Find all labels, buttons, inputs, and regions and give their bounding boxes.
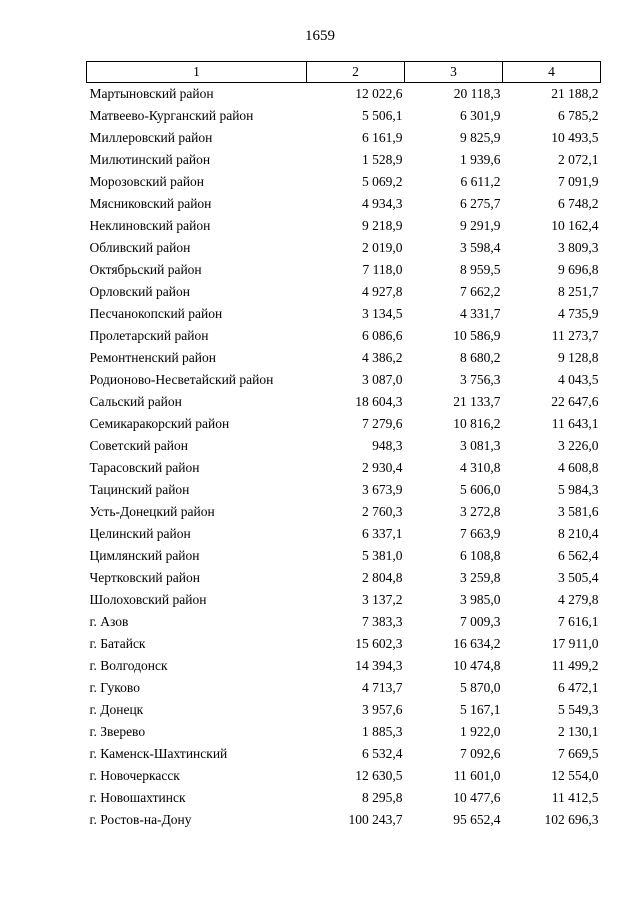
table-row bbox=[87, 655, 601, 677]
table-row bbox=[87, 457, 601, 479]
table-row bbox=[87, 347, 601, 369]
territory-name-cell: Морозовский район bbox=[89, 174, 205, 189]
table-row bbox=[87, 435, 601, 457]
value-cell-col-4: 3 809,3 bbox=[558, 240, 599, 255]
value-cell-col-3: 6 108,8 bbox=[460, 548, 501, 563]
territory-name-cell: г. Гуково bbox=[89, 680, 140, 695]
table-row bbox=[87, 281, 601, 303]
territory-name-cell: г. Волгодонск bbox=[89, 658, 168, 673]
territory-name-cell: Орловский район bbox=[89, 284, 190, 299]
value-cell-col-2: 14 394,3 bbox=[355, 658, 403, 673]
data-table bbox=[86, 61, 601, 831]
value-cell-col-4: 4 735,9 bbox=[558, 306, 599, 321]
table-row bbox=[87, 391, 601, 413]
value-cell-col-4: 17 911,0 bbox=[551, 636, 599, 651]
column-header-3: 3 bbox=[405, 62, 503, 83]
territory-name-cell: г. Зверево bbox=[89, 724, 146, 739]
value-cell-col-3: 1 922,0 bbox=[460, 724, 501, 739]
value-cell-col-3: 3 272,8 bbox=[460, 504, 501, 519]
table-row bbox=[87, 127, 601, 149]
table-row bbox=[87, 743, 601, 765]
table-row bbox=[87, 237, 601, 259]
value-cell-col-2: 9 218,9 bbox=[362, 218, 403, 233]
value-cell-col-2: 100 243,7 bbox=[348, 812, 403, 827]
territory-name-cell: Матвеево-Курганский район bbox=[89, 108, 254, 123]
value-cell-col-3: 95 652,4 bbox=[453, 812, 501, 827]
value-cell-col-4: 2 130,1 bbox=[558, 724, 599, 739]
value-cell-col-2: 8 295,8 bbox=[362, 790, 403, 805]
value-cell-col-2: 1 885,3 bbox=[362, 724, 403, 739]
territory-name-cell: г. Ростов-на-Дону bbox=[89, 812, 192, 827]
value-cell-col-4: 9 696,8 bbox=[558, 262, 599, 277]
territory-name-cell: г. Новошахтинск bbox=[89, 790, 186, 805]
value-cell-col-3: 10 816,2 bbox=[453, 416, 501, 431]
table-row bbox=[87, 589, 601, 611]
table-row bbox=[87, 545, 601, 567]
value-cell-col-2: 6 086,6 bbox=[362, 328, 403, 343]
table-body bbox=[87, 83, 601, 832]
value-cell-col-2: 5 069,2 bbox=[362, 174, 403, 189]
territory-name-cell: Целинский район bbox=[89, 526, 191, 541]
territory-name-cell: Пролетарский район bbox=[89, 328, 209, 343]
territory-name-cell: Сальский район bbox=[89, 394, 182, 409]
value-cell-col-3: 5 870,0 bbox=[460, 680, 501, 695]
value-cell-col-3: 9 291,9 bbox=[460, 218, 501, 233]
territory-name-cell: Мартыновский район bbox=[89, 86, 214, 101]
value-cell-col-3: 7 663,9 bbox=[460, 526, 501, 541]
table-row bbox=[87, 105, 601, 127]
value-cell-col-3: 10 586,9 bbox=[453, 328, 501, 343]
territory-name-cell: Миллеровский район bbox=[89, 130, 213, 145]
value-cell-col-4: 3 226,0 bbox=[558, 438, 599, 453]
value-cell-col-2: 2 930,4 bbox=[362, 460, 403, 475]
table-row bbox=[87, 171, 601, 193]
value-cell-col-2: 4 386,2 bbox=[362, 350, 403, 365]
territory-name-cell: г. Батайск bbox=[89, 636, 146, 651]
value-cell-col-2: 6 161,9 bbox=[362, 130, 403, 145]
value-cell-col-3: 10 477,6 bbox=[453, 790, 501, 805]
territory-name-cell: Милютинский район bbox=[89, 152, 211, 167]
territory-name-cell: Неклиновский район bbox=[89, 218, 211, 233]
value-cell-col-2: 4 927,8 bbox=[362, 284, 403, 299]
value-cell-col-4: 3 505,4 bbox=[558, 570, 599, 585]
value-cell-col-3: 10 474,8 bbox=[453, 658, 501, 673]
value-cell-col-2: 3 134,5 bbox=[362, 306, 403, 321]
value-cell-col-4: 3 581,6 bbox=[558, 504, 599, 519]
value-cell-col-2: 2 804,8 bbox=[362, 570, 403, 585]
value-cell-col-2: 2 760,3 bbox=[362, 504, 403, 519]
value-cell-col-2: 1 528,9 bbox=[362, 152, 403, 167]
territory-name-cell: Тацинский район bbox=[89, 482, 190, 497]
value-cell-col-3: 11 601,0 bbox=[453, 768, 501, 783]
value-cell-col-2: 2 019,0 bbox=[362, 240, 403, 255]
value-cell-col-3: 4 331,7 bbox=[460, 306, 501, 321]
table-row bbox=[87, 523, 601, 545]
value-cell-col-3: 3 985,0 bbox=[460, 592, 501, 607]
table-row bbox=[87, 83, 601, 106]
column-header-1: 1 bbox=[87, 62, 307, 83]
value-cell-col-2: 3 957,6 bbox=[362, 702, 403, 717]
territory-name-cell: Усть-Донецкий район bbox=[89, 504, 215, 519]
territory-name-cell: г. Новочеркасск bbox=[89, 768, 180, 783]
value-cell-col-4: 5 549,3 bbox=[558, 702, 599, 717]
value-cell-col-4: 102 696,3 bbox=[544, 812, 599, 827]
table-row bbox=[87, 149, 601, 171]
value-cell-col-2: 3 087,0 bbox=[362, 372, 403, 387]
header-row bbox=[87, 62, 601, 83]
value-cell-col-3: 3 259,8 bbox=[460, 570, 501, 585]
value-cell-col-4: 9 128,8 bbox=[558, 350, 599, 365]
table-row bbox=[87, 303, 601, 325]
table-row bbox=[87, 259, 601, 281]
territory-name-cell: г. Азов bbox=[89, 614, 129, 629]
value-cell-col-4: 5 984,3 bbox=[558, 482, 599, 497]
page-number: 1659 bbox=[305, 28, 335, 44]
value-cell-col-4: 6 472,1 bbox=[558, 680, 599, 695]
value-cell-col-4: 7 616,1 bbox=[558, 614, 599, 629]
value-cell-col-3: 8 680,2 bbox=[460, 350, 501, 365]
territory-name-cell: Родионово-Несветайский район bbox=[89, 372, 274, 387]
value-cell-col-2: 3 673,9 bbox=[362, 482, 403, 497]
value-cell-col-4: 6 562,4 bbox=[558, 548, 599, 563]
table-row bbox=[87, 787, 601, 809]
table-row bbox=[87, 193, 601, 215]
value-cell-col-4: 8 210,4 bbox=[558, 526, 599, 541]
territory-name-cell: Цимлянский район bbox=[89, 548, 200, 563]
value-cell-col-3: 9 825,9 bbox=[460, 130, 501, 145]
table-row bbox=[87, 633, 601, 655]
value-cell-col-4: 11 643,1 bbox=[551, 416, 599, 431]
value-cell-col-2: 4 934,3 bbox=[362, 196, 403, 211]
value-cell-col-3: 21 133,7 bbox=[453, 394, 501, 409]
value-cell-col-2: 18 604,3 bbox=[355, 394, 403, 409]
value-cell-col-4: 21 188,2 bbox=[551, 86, 599, 101]
value-cell-col-4: 7 669,5 bbox=[558, 746, 599, 761]
value-cell-col-4: 10 162,4 bbox=[551, 218, 599, 233]
value-cell-col-2: 6 532,4 bbox=[362, 746, 403, 761]
value-cell-col-4: 11 412,5 bbox=[551, 790, 599, 805]
table-row bbox=[87, 325, 601, 347]
territory-name-cell: Советский район bbox=[89, 438, 188, 453]
value-cell-col-3: 3 756,3 bbox=[460, 372, 501, 387]
territory-name-cell: Тарасовский район bbox=[89, 460, 200, 475]
territory-name-cell: Шолоховский район bbox=[89, 592, 207, 607]
value-cell-col-4: 10 493,5 bbox=[551, 130, 599, 145]
value-cell-col-3: 7 009,3 bbox=[460, 614, 501, 629]
table-row bbox=[87, 721, 601, 743]
value-cell-col-4: 7 091,9 bbox=[558, 174, 599, 189]
column-header-2: 2 bbox=[307, 62, 405, 83]
value-cell-col-2: 948,3 bbox=[372, 438, 403, 453]
value-cell-col-4: 11 273,7 bbox=[551, 328, 599, 343]
value-cell-col-2: 7 279,6 bbox=[362, 416, 403, 431]
value-cell-col-3: 6 611,2 bbox=[460, 174, 501, 189]
value-cell-col-4: 2 072,1 bbox=[558, 152, 599, 167]
table-row bbox=[87, 765, 601, 787]
table-row bbox=[87, 611, 601, 633]
value-cell-col-2: 7 118,0 bbox=[362, 262, 403, 277]
territory-name-cell: Семикаракорский район bbox=[89, 416, 230, 431]
value-cell-col-2: 7 383,3 bbox=[362, 614, 403, 629]
territory-name-cell: г. Донецк bbox=[89, 702, 144, 717]
value-cell-col-4: 22 647,6 bbox=[551, 394, 599, 409]
table-row bbox=[87, 501, 601, 523]
value-cell-col-4: 6 785,2 bbox=[558, 108, 599, 123]
value-cell-col-4: 4 279,8 bbox=[558, 592, 599, 607]
territory-name-cell: Мясниковский район bbox=[89, 196, 212, 211]
value-cell-col-3: 3 081,3 bbox=[460, 438, 501, 453]
territory-name-cell: Обливский район bbox=[89, 240, 191, 255]
value-cell-col-4: 12 554,0 bbox=[551, 768, 599, 783]
column-header-4: 4 bbox=[503, 62, 601, 83]
value-cell-col-2: 12 022,6 bbox=[355, 86, 403, 101]
territory-name-cell: Песчанокопский район bbox=[89, 306, 223, 321]
territory-name-cell: г. Каменск-Шахтинский bbox=[89, 746, 228, 761]
value-cell-col-3: 6 275,7 bbox=[460, 196, 501, 211]
value-cell-col-3: 4 310,8 bbox=[460, 460, 501, 475]
value-cell-col-3: 6 301,9 bbox=[460, 108, 501, 123]
territory-name-cell: Октябрьский район bbox=[89, 262, 202, 277]
value-cell-col-4: 4 043,5 bbox=[558, 372, 599, 387]
value-cell-col-2: 3 137,2 bbox=[362, 592, 403, 607]
territory-name-cell: Ремонтненский район bbox=[89, 350, 216, 365]
table-row bbox=[87, 809, 601, 831]
value-cell-col-3: 8 959,5 bbox=[460, 262, 501, 277]
value-cell-col-3: 7 662,2 bbox=[460, 284, 501, 299]
table-row bbox=[87, 699, 601, 721]
value-cell-col-3: 16 634,2 bbox=[453, 636, 501, 651]
table-header bbox=[87, 62, 601, 83]
table-row bbox=[87, 215, 601, 237]
table-row bbox=[87, 413, 601, 435]
value-cell-col-3: 3 598,4 bbox=[460, 240, 501, 255]
value-cell-col-3: 7 092,6 bbox=[460, 746, 501, 761]
value-cell-col-2: 5 381,0 bbox=[362, 548, 403, 563]
value-cell-col-3: 20 118,3 bbox=[453, 86, 501, 101]
value-cell-col-4: 4 608,8 bbox=[558, 460, 599, 475]
value-cell-col-3: 5 167,1 bbox=[460, 702, 501, 717]
value-cell-col-4: 8 251,7 bbox=[558, 284, 599, 299]
value-cell-col-2: 6 337,1 bbox=[362, 526, 403, 541]
value-cell-col-2: 15 602,3 bbox=[355, 636, 403, 651]
table-row bbox=[87, 567, 601, 589]
value-cell-col-2: 5 506,1 bbox=[362, 108, 403, 123]
value-cell-col-2: 12 630,5 bbox=[355, 768, 403, 783]
value-cell-col-3: 5 606,0 bbox=[460, 482, 501, 497]
territory-name-cell: Чертковский район bbox=[89, 570, 200, 585]
value-cell-col-4: 6 748,2 bbox=[558, 196, 599, 211]
table-row bbox=[87, 677, 601, 699]
table-row bbox=[87, 479, 601, 501]
table-row bbox=[87, 369, 601, 391]
value-cell-col-2: 4 713,7 bbox=[362, 680, 403, 695]
value-cell-col-4: 11 499,2 bbox=[551, 658, 599, 673]
value-cell-col-3: 1 939,6 bbox=[460, 152, 501, 167]
